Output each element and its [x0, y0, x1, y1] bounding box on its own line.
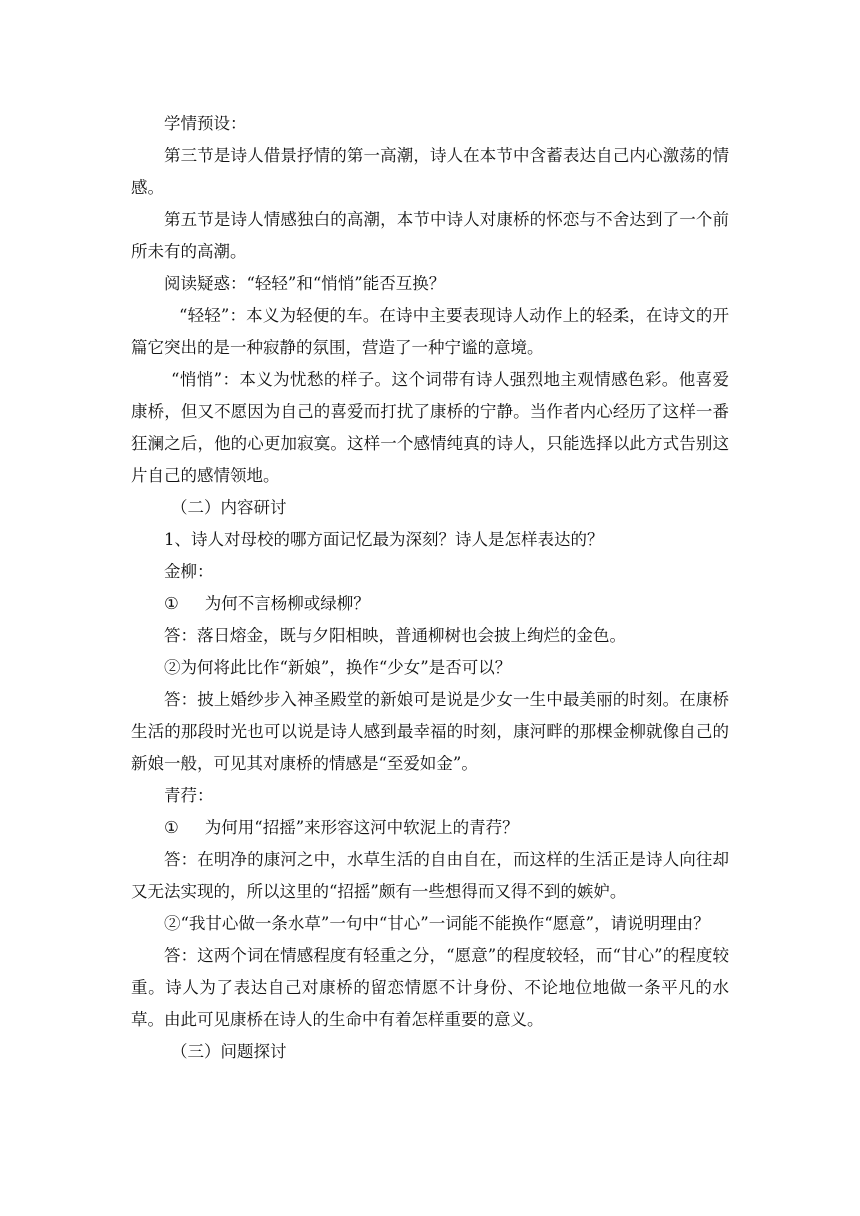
question-willow-one-text: 为何不言杨柳或绿柳？: [204, 594, 370, 613]
document-body: [131, 108, 729, 1068]
paragraph-qingqing: “轻轻”：本义为轻便的车。在诗中主要表现诗人动作上的轻柔，在诗文的开篇它突出的是一种寂静的氛围，营造了一种宁谧的意境。: [131, 306, 729, 357]
question-willow-one: [131, 588, 729, 620]
subheading-water-weed: 青荇：: [164, 786, 214, 805]
circled-number: ①: [164, 594, 179, 613]
circled-number: ①: [164, 818, 179, 837]
paragraph-section-three: 第三节是诗人借景抒情的第一高潮，诗人在本节中含蓄表达自己内心激荡的情感。: [131, 146, 729, 197]
paragraph-learning-preset: 学情预设：: [164, 114, 247, 133]
question-weed-two: ②“我甘心做一条水草”一句中“甘心”一词能不能换作“愿意”，请说明理由？: [164, 914, 710, 933]
question-weed-one: [131, 812, 729, 844]
answer-willow-two: 答：披上婚纱步入神圣殿堂的新娘可是说是少女一生中最美丽的时刻。在康桥生活的那段时光也可以说是诗人感到最幸福的时刻，康河畔的那棵金柳就像自己的新娘一般，可见其对康桥的情感是“至爱如金”。: [131, 690, 729, 773]
question-one: 1、诗人对母校的哪方面记忆最为深刻？诗人是怎样表达的？: [164, 530, 604, 549]
subheading-golden-willow: 金柳：: [164, 562, 214, 581]
paragraph-section-five: 第五节是诗人情感独白的高潮，本节中诗人对康桥的怀恋与不舍达到了一个前所未有的高潮。: [131, 210, 729, 261]
paragraph-reading-question: 阅读疑惑：“轻轻”和“悄悄”能否互换？: [164, 274, 446, 293]
answer-weed-two: 答：这两个词在情感程度有轻重之分，“愿意”的程度较轻，而“甘心”的程度较重。诗人为了表达自己对康桥的留恋情愿不计身份、不论地位地做一条平凡的水草。由此可见康桥在诗人的生命中有着怎样重要的意义。: [131, 946, 729, 1029]
question-weed-one-text: 为何用“招摇”来形容这河中软泥上的青荇？: [204, 818, 519, 837]
section-heading-content-discussion: （二）内容研讨: [171, 498, 287, 517]
answer-weed-one: 答：在明净的康河之中，水草生活的自由自在，而这样的生活正是诗人向往却又无法实现的，所以这里的“招摇”颇有一些想得而又得不到的嫉妒。: [131, 850, 729, 901]
answer-willow-one: 答：落日熔金，既与夕阳相映，普通柳树也会披上绚烂的金色。: [164, 626, 626, 645]
section-heading-problem-discussion: （三）问题探讨: [171, 1042, 287, 1061]
paragraph-qiaoqiao: “悄悄”：本义为忧愁的样子。这个词带有诗人强烈地主观情感色彩。他喜爱康桥，但又不愿因为自己的喜爱而打扰了康桥的宁静。当作者内心经历了这样一番狂澜之后，他的心更加寂寞。这样一个感情纯真的诗人，只能选择以此方式告别这片自己的感情领地。: [131, 370, 729, 485]
question-willow-two: ②为何将此比作“新娘”，换作“少女”是否可以？: [164, 658, 512, 677]
